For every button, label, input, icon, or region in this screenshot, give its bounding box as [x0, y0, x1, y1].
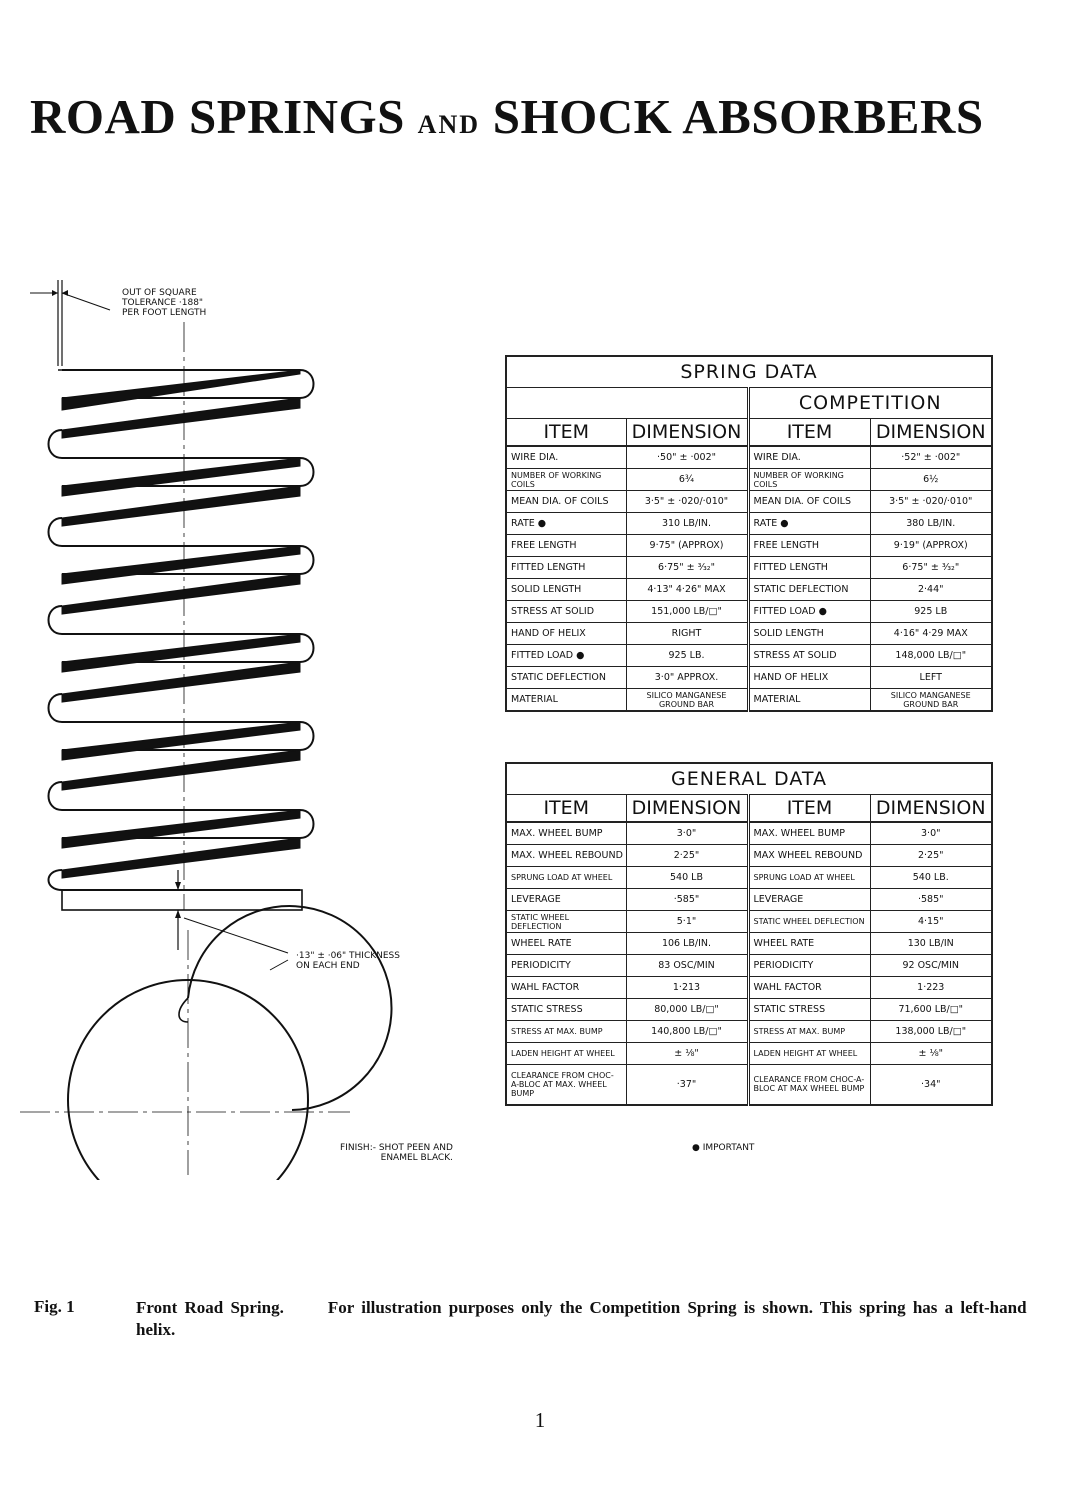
- note-line: ENAMEL BLACK.: [380, 1153, 453, 1163]
- note-line: FINISH:- SHOT PEEN AND: [340, 1143, 453, 1153]
- row-competition-dimension: ·585": [870, 889, 992, 911]
- row-competition-item: RATE ●: [748, 513, 870, 535]
- row-competition-item: WIRE DIA.: [748, 446, 870, 469]
- table-row: [506, 889, 992, 911]
- table-row: [506, 535, 992, 557]
- row-competition-dimension: 2·25": [870, 845, 992, 867]
- row-item: WHEEL RATE: [506, 933, 626, 955]
- row-competition-item: FREE LENGTH: [748, 535, 870, 557]
- row-competition-item: SPRUNG LOAD AT WHEEL: [748, 867, 870, 889]
- row-dimension: 1·213: [626, 977, 748, 999]
- table-row: [506, 845, 992, 867]
- row-dimension: 106 LB/IN.: [626, 933, 748, 955]
- row-competition-dimension: 925 LB: [870, 601, 992, 623]
- col-dimension: DIMENSION: [870, 795, 992, 823]
- row-dimension: 83 OSC/MIN: [626, 955, 748, 977]
- note-line: TOLERANCE ·188": [122, 298, 204, 308]
- row-item: STATIC STRESS: [506, 999, 626, 1021]
- spring-data-title: SPRING DATA: [506, 356, 992, 388]
- table-row: [506, 867, 992, 889]
- table-row: [506, 1065, 992, 1105]
- table-row: [506, 469, 992, 491]
- table-row: [506, 977, 992, 999]
- row-item: MATERIAL: [506, 689, 626, 712]
- note-line: ON EACH END: [296, 961, 360, 971]
- row-item: STRESS AT SOLID: [506, 601, 626, 623]
- row-competition-item: STRESS AT MAX. BUMP: [748, 1021, 870, 1043]
- table-row: [506, 999, 992, 1021]
- row-competition-dimension: 4·15": [870, 911, 992, 933]
- row-dimension: SILICO MANGANESE GROUND BAR: [626, 689, 748, 712]
- table-row: [506, 955, 992, 977]
- row-dimension: 4·13" 4·26" MAX: [626, 579, 748, 601]
- spring-coils-back: [62, 370, 300, 878]
- competition-header: COMPETITION: [748, 388, 992, 419]
- spring-data-table: [505, 355, 993, 712]
- spring-drawing: [0, 270, 520, 1180]
- table-row: [506, 645, 992, 667]
- row-dimension: 140,800 LB/□": [626, 1021, 748, 1043]
- row-item: FREE LENGTH: [506, 535, 626, 557]
- row-dimension: 3·0" APPROX.: [626, 667, 748, 689]
- row-competition-item: MEAN DIA. OF COILS: [748, 491, 870, 513]
- row-competition-dimension: 3·0": [870, 822, 992, 845]
- note-line: OUT OF SQUARE: [122, 288, 197, 298]
- row-item: FITTED LENGTH: [506, 557, 626, 579]
- row-item: LADEN HEIGHT AT WHEEL: [506, 1043, 626, 1065]
- title-and: AND: [417, 110, 481, 139]
- row-dimension: 3·5" ± ·020/·010": [626, 491, 748, 513]
- row-dimension: ± ⅛": [626, 1043, 748, 1065]
- table-row: [506, 689, 992, 712]
- row-competition-dimension: 71,600 LB/□": [870, 999, 992, 1021]
- row-item: MAX. WHEEL BUMP: [506, 822, 626, 845]
- row-competition-item: NUMBER OF WORKING COILS: [748, 469, 870, 491]
- table-row: [506, 623, 992, 645]
- page-title: [30, 88, 1060, 145]
- row-item: WIRE DIA.: [506, 446, 626, 469]
- row-competition-item: MAX WHEEL REBOUND: [748, 845, 870, 867]
- row-dimension: ·585": [626, 889, 748, 911]
- row-item: NUMBER OF WORKING COILS: [506, 469, 626, 491]
- table-row: [506, 446, 992, 469]
- row-dimension: 3·0": [626, 822, 748, 845]
- row-competition-item: PERIODICITY: [748, 955, 870, 977]
- row-competition-dimension: ± ⅛": [870, 1043, 992, 1065]
- row-competition-dimension: 130 LB/IN: [870, 933, 992, 955]
- row-item: PERIODICITY: [506, 955, 626, 977]
- title-part-1: ROAD SPRINGS: [30, 89, 405, 144]
- row-competition-dimension: 9·19" (APPROX): [870, 535, 992, 557]
- row-competition-dimension: 2·44": [870, 579, 992, 601]
- table-row: [506, 933, 992, 955]
- col-item: ITEM: [506, 795, 626, 823]
- row-dimension: 925 LB.: [626, 645, 748, 667]
- row-competition-item: MATERIAL: [748, 689, 870, 712]
- row-competition-dimension: ·34": [870, 1065, 992, 1105]
- out-of-square-note: [122, 288, 206, 318]
- row-item: WAHL FACTOR: [506, 977, 626, 999]
- row-dimension: 9·75" (APPROX): [626, 535, 748, 557]
- row-competition-dimension: SILICO MANGANESE GROUND BAR: [870, 689, 992, 712]
- standard-header: [506, 388, 748, 419]
- table-row: [506, 557, 992, 579]
- title-part-2: SHOCK ABSORBERS: [492, 89, 984, 144]
- row-item: STATIC DEFLECTION: [506, 667, 626, 689]
- row-item: SPRUNG LOAD AT WHEEL: [506, 867, 626, 889]
- row-competition-dimension: LEFT: [870, 667, 992, 689]
- col-dimension: DIMENSION: [870, 419, 992, 447]
- row-dimension: RIGHT: [626, 623, 748, 645]
- caption-part-2: For illustration purposes only the Competition Spring is shown. This spring has a left-hand helix.: [136, 1298, 1027, 1339]
- row-competition-item: SOLID LENGTH: [748, 623, 870, 645]
- row-competition-item: FITTED LOAD ●: [748, 601, 870, 623]
- table-row: [506, 1021, 992, 1043]
- col-item: ITEM: [506, 419, 626, 447]
- row-item: FITTED LOAD ●: [506, 645, 626, 667]
- row-dimension: ·37": [626, 1065, 748, 1105]
- spring-data-rows: [506, 446, 992, 711]
- finish-note: [340, 1143, 453, 1163]
- row-item: LEVERAGE: [506, 889, 626, 911]
- table-row: [506, 601, 992, 623]
- row-competition-item: CLEARANCE FROM CHOC-A-BLOC AT MAX WHEEL BUMP: [748, 1065, 870, 1105]
- row-competition-dimension: 148,000 LB/□": [870, 645, 992, 667]
- row-dimension: 6¾: [626, 469, 748, 491]
- row-item: STATIC WHEEL DEFLECTION: [506, 911, 626, 933]
- row-competition-dimension: 92 OSC/MIN: [870, 955, 992, 977]
- row-dimension: 540 LB: [626, 867, 748, 889]
- note-line: PER FOOT LENGTH: [122, 308, 207, 318]
- col-item: ITEM: [748, 419, 870, 447]
- general-data-rows: [506, 822, 992, 1105]
- table-row: [506, 667, 992, 689]
- row-competition-dimension: 380 LB/IN.: [870, 513, 992, 535]
- col-item: ITEM: [748, 795, 870, 823]
- page-number: 1: [534, 1408, 546, 1432]
- row-competition-item: STRESS AT SOLID: [748, 645, 870, 667]
- row-competition-dimension: 6·75" ± ³⁄₃₂": [870, 557, 992, 579]
- row-item: RATE ●: [506, 513, 626, 535]
- row-item: SOLID LENGTH: [506, 579, 626, 601]
- row-competition-dimension: 6½: [870, 469, 992, 491]
- general-data-title: GENERAL DATA: [506, 763, 992, 795]
- row-competition-item: LADEN HEIGHT AT WHEEL: [748, 1043, 870, 1065]
- col-dimension: DIMENSION: [626, 795, 748, 823]
- important-note: ● IMPORTANT: [692, 1143, 755, 1153]
- caption-part-1: Front Road Spring.: [136, 1298, 284, 1317]
- row-competition-dimension: 540 LB.: [870, 867, 992, 889]
- row-competition-dimension: 3·5" ± ·020/·010": [870, 491, 992, 513]
- row-dimension: 2·25": [626, 845, 748, 867]
- row-dimension: 310 LB/IN.: [626, 513, 748, 535]
- table-row: [506, 911, 992, 933]
- row-item: HAND OF HELIX: [506, 623, 626, 645]
- spring-coils: [49, 370, 314, 890]
- row-dimension: 151,000 LB/□": [626, 601, 748, 623]
- general-data-table: [505, 762, 993, 1106]
- row-competition-dimension: 4·16" 4·29 MAX: [870, 623, 992, 645]
- row-competition-item: STATIC STRESS: [748, 999, 870, 1021]
- row-item: MAX. WHEEL REBOUND: [506, 845, 626, 867]
- table-row: [506, 579, 992, 601]
- table-row: [506, 491, 992, 513]
- row-competition-item: STATIC WHEEL DEFLECTION: [748, 911, 870, 933]
- row-competition-dimension: 1·223: [870, 977, 992, 999]
- row-competition-item: MAX. WHEEL BUMP: [748, 822, 870, 845]
- row-competition-item: LEVERAGE: [748, 889, 870, 911]
- thickness-note: [296, 951, 400, 971]
- row-dimension: ·50" ± ·002": [626, 446, 748, 469]
- row-competition-item: STATIC DEFLECTION: [748, 579, 870, 601]
- figure-label: Fig. 1: [34, 1297, 75, 1316]
- row-competition-item: WAHL FACTOR: [748, 977, 870, 999]
- table-row: [506, 1043, 992, 1065]
- row-competition-item: FITTED LENGTH: [748, 557, 870, 579]
- row-item: STRESS AT MAX. BUMP: [506, 1021, 626, 1043]
- caption-text: [136, 1297, 1036, 1341]
- col-dimension: DIMENSION: [626, 419, 748, 447]
- note-line: ·13" ± ·06" THICKNESS: [296, 951, 400, 961]
- row-competition-item: WHEEL RATE: [748, 933, 870, 955]
- table-row: [506, 822, 992, 845]
- table-row: [506, 513, 992, 535]
- row-competition-dimension: ·52" ± ·002": [870, 446, 992, 469]
- row-dimension: 6·75" ± ³⁄₃₂": [626, 557, 748, 579]
- row-item: MEAN DIA. OF COILS: [506, 491, 626, 513]
- row-dimension: 80,000 LB/□": [626, 999, 748, 1021]
- row-competition-dimension: 138,000 LB/□": [870, 1021, 992, 1043]
- row-dimension: 5·1": [626, 911, 748, 933]
- row-item: CLEARANCE FROM CHOC-A-BLOC AT MAX. WHEEL BUMP: [506, 1065, 626, 1105]
- row-competition-item: HAND OF HELIX: [748, 667, 870, 689]
